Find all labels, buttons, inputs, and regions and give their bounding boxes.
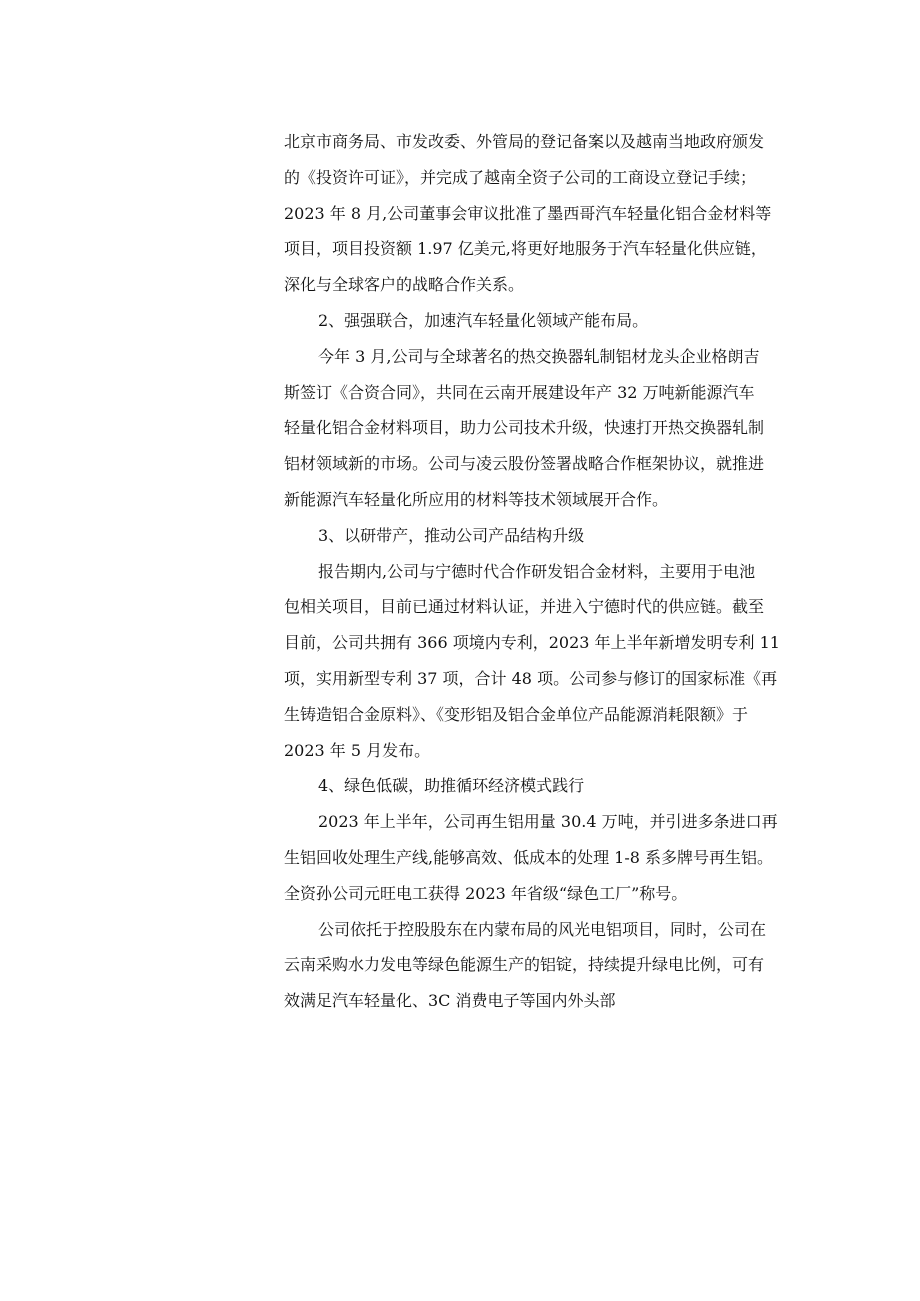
body-text — [284, 124, 804, 1019]
text-line: 包相关项目，目前已通过材料认证，并进入宁德时代的供应链。截至 — [284, 597, 765, 617]
text-line: 全资孙公司元旺电工获得 2023 年省级“绿色工厂”称号。 — [284, 883, 688, 903]
text-line: 项目，项目投资额 1.97 亿美元,将更好地服务于汽车轻量化供应链， — [284, 239, 767, 259]
text-line: 3、以研带产，推动公司产品结构升级 — [318, 525, 585, 545]
text-line: 生铸造铝合金原料》、《变形铝及铝合金单位产品能源消耗限额》于 — [284, 704, 749, 724]
text-line: 2023 年 5 月发布。 — [284, 740, 431, 760]
text-line: 铝材领域新的市场。公司与凌云股份签署战略合作框架协议，就推进 — [284, 454, 765, 474]
text-line: 北京市商务局、市发改委、外管局的登记备案以及越南当地政府颁发 — [284, 132, 765, 151]
text-line: 4、绿色低碳，助推循环经济模式践行 — [318, 776, 585, 796]
text-line: 轻量化铝合金材料项目，助力公司技术升级，快速打开热交换器轧制 — [284, 418, 765, 438]
text-line: 2、强强联合，加速汽车轻量化领域产能布局。 — [318, 310, 649, 330]
text-line: 目前，公司共拥有 366 项境内专利，2023 年上半年新增发明专利 11 — [284, 633, 780, 653]
text-line: 2023 年 8 月,公司董事会审议批准了墨西哥汽车轻量化铝合金材料等 — [284, 203, 772, 223]
text-line: 云南采购水力发电等绿色能源生产的铝锭，持续提升绿电比例，可有 — [284, 955, 765, 975]
text-line: 深化与全球客户的战略合作关系。 — [284, 275, 525, 295]
text-line: 生铝回收处理生产线,能够高效、低成本的处理 1-8 系多牌号再生铝。 — [284, 847, 774, 867]
text-line: 的《投资许可证》，并完成了越南全资子公司的工商设立登记手续； — [284, 167, 757, 187]
text-line: 项，实用新型专利 37 项，合计 48 项。公司参与修订的国家标准《再 — [284, 668, 778, 688]
text-line: 新能源汽车轻量化所应用的材料等技术领域展开合作。 — [284, 489, 669, 509]
text-line: 公司依托于控股股东在内蒙布局的风光电铝项目，同时，公司在 — [318, 919, 767, 939]
text-line: 2023 年上半年，公司再生铝用量 30.4 万吨，并引进多条进口再 — [318, 812, 778, 832]
text-line: 效满足汽车轻量化、3C 消费电子等国内外头部 — [284, 991, 616, 1011]
text-line: 报告期内,公司与宁德时代合作研发铝合金材料，主要用于电池 — [318, 561, 756, 581]
text-line: 斯签订《合资合同》，共同在云南开展建设年产 32 万吨新能源汽车 — [284, 382, 755, 402]
text-line: 今年 3 月,公司与全球著名的热交换器轧制铝材龙头企业格朗吉 — [318, 346, 760, 366]
